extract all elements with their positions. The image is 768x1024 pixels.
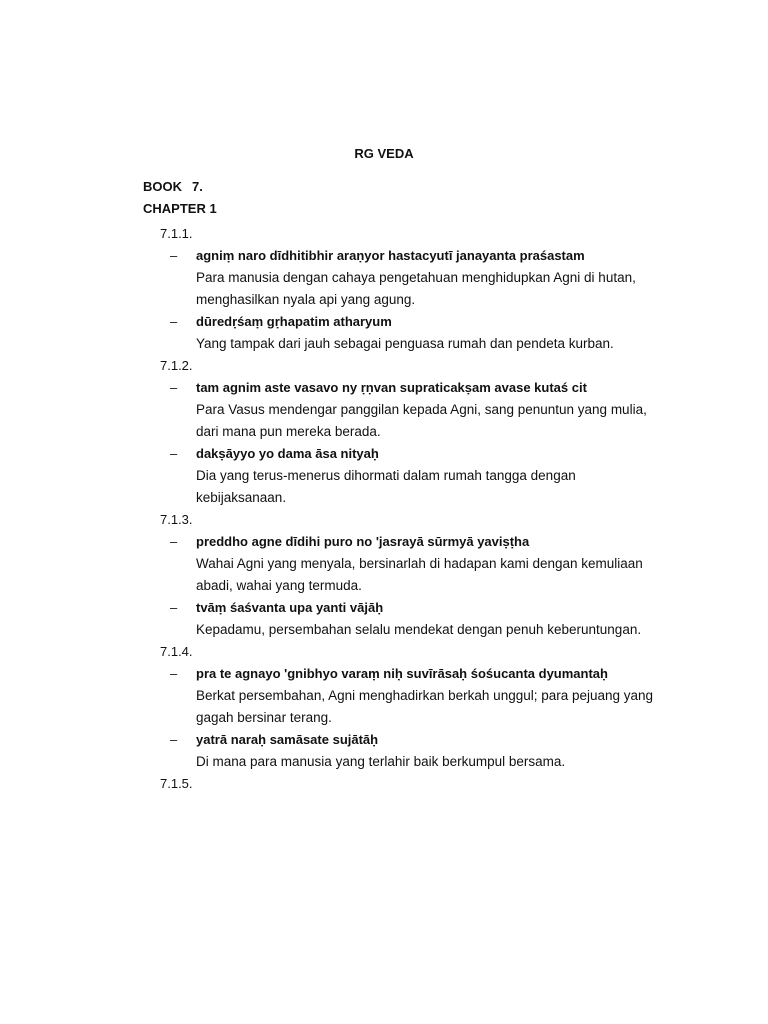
list-dash: – <box>170 666 178 681</box>
list-dash: – <box>170 534 178 549</box>
verse-list <box>0 223 768 795</box>
verse-number: 7.1.1. <box>160 226 193 241</box>
translation-text: Di mana para manusia yang terlahir baik berkumpul bersama. <box>196 754 566 769</box>
verse-line <box>0 597 768 641</box>
sanskrit-text: tvāṃ śaśvanta upa yanti vājāḥ <box>196 600 384 615</box>
list-dash: – <box>170 446 178 461</box>
sanskrit-text: preddho agne dīdihi puro no 'jasrayā sūrmyā yaviṣṭha <box>196 534 530 549</box>
verse-line <box>0 311 768 355</box>
sanskrit-text: dūredṛśaṃ gṛhapatim atharyum <box>196 314 392 329</box>
document-title: RG VEDA <box>354 146 414 161</box>
verse-line <box>0 531 768 597</box>
chapter-heading: CHAPTER 1 <box>143 201 217 216</box>
sanskrit-text: yatrā naraḥ samāsate sujātāḥ <box>196 732 379 747</box>
sanskrit-text: agniṃ naro dīdhitibhir araṇyor hastacyutī janayanta praśastam <box>196 248 585 263</box>
sanskrit-text: tam agnim aste vasavo ny ṛṇvan supraticakṣam avase kutaś cit <box>196 380 587 395</box>
translation-text: Berkat persembahan, Agni menghadirkan berkah unggul; para pejuang yang gagah bersinar terang. <box>196 688 654 725</box>
translation-text: Para manusia dengan cahaya pengetahuan menghidupkan Agni di hutan, menghasilkan nyala api yang agung. <box>196 270 636 307</box>
book-heading <box>143 179 203 194</box>
verse-line <box>0 245 768 311</box>
translation-text: Wahai Agni yang menyala, bersinarlah di hadapan kami dengan kemuliaan abadi, wahai yang termuda. <box>196 556 643 593</box>
verse-number: 7.1.3. <box>160 512 193 527</box>
list-dash: – <box>170 314 178 329</box>
translation-text: Para Vasus mendengar panggilan kepada Agni, sang penuntun yang mulia, dari mana pun mereka berada. <box>196 402 647 439</box>
translation-text: Kepadamu, persembahan selalu mendekat dengan penuh keberuntungan. <box>196 622 642 637</box>
list-dash: – <box>170 248 178 263</box>
sanskrit-text: pra te agnayo 'gnibhyo varaṃ niḥ suvīrāsaḥ śośucanta dyumantaḥ <box>196 666 608 681</box>
book-label: BOOK <box>143 179 182 194</box>
translation-text: Dia yang terus-menerus dihormati dalam rumah tangga dengan kebijaksanaan. <box>196 468 576 505</box>
verse-line <box>0 729 768 773</box>
book-number: 7. <box>192 179 203 194</box>
list-dash: – <box>170 600 178 615</box>
list-dash: – <box>170 380 178 395</box>
verse-number: 7.1.5. <box>160 776 193 791</box>
translation-text: Yang tampak dari jauh sebagai penguasa rumah dan pendeta kurban. <box>196 336 614 351</box>
sanskrit-text: dakṣāyyo yo dama āsa nityaḥ <box>196 446 379 461</box>
verse-line <box>0 663 768 729</box>
verse-number: 7.1.4. <box>160 644 193 659</box>
verse-line <box>0 377 768 443</box>
verse-line <box>0 443 768 509</box>
verse-number: 7.1.2. <box>160 358 193 373</box>
list-dash: – <box>170 732 178 747</box>
